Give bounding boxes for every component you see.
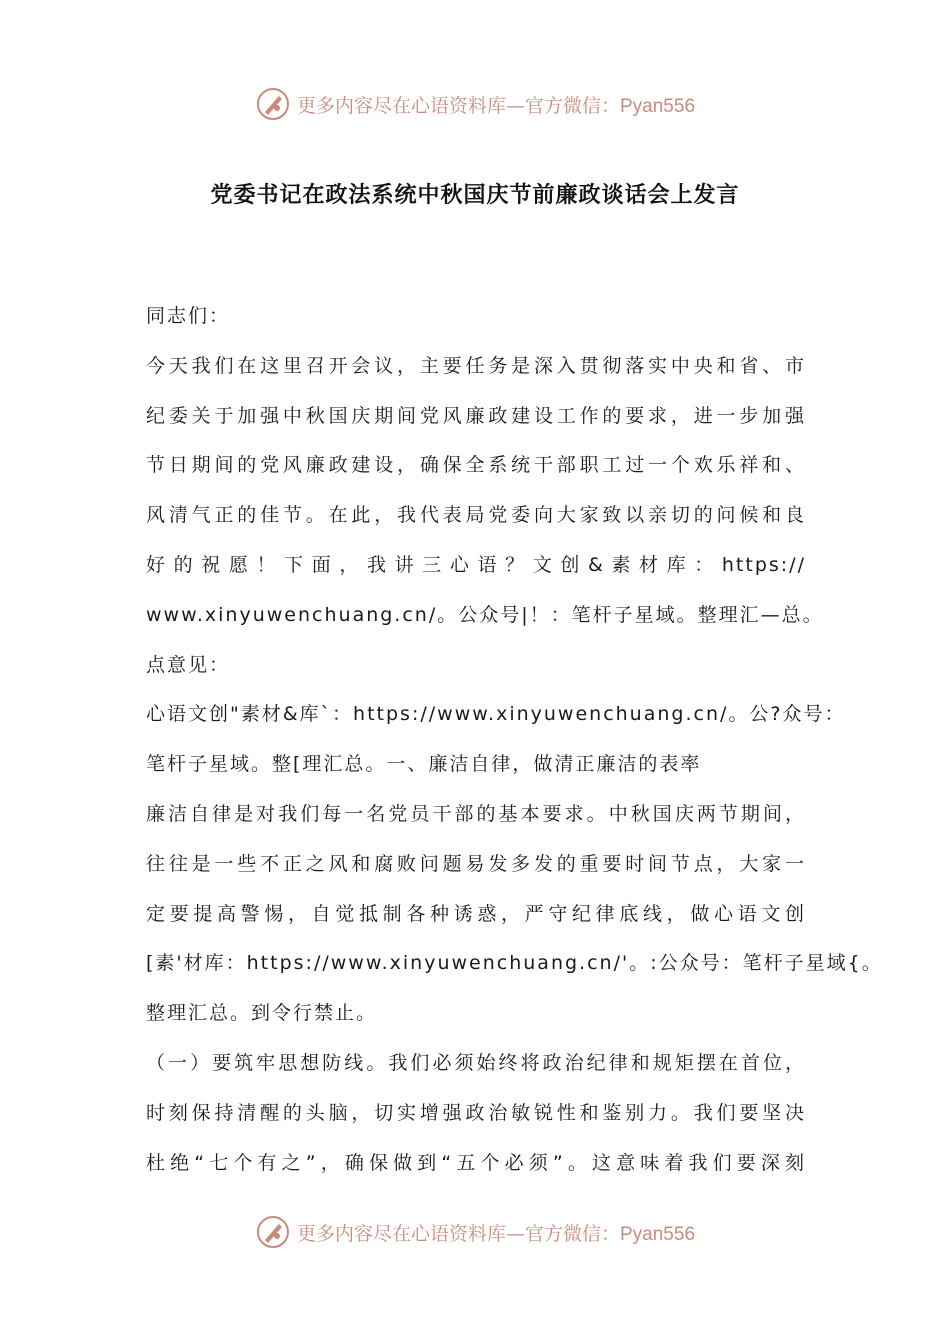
body-line: 笔杆子星域。整[理汇总。一、廉洁自律，做清正廉洁的表率 [146,753,702,776]
body-line: 纪委关于加强中秋国庆期间党风廉政建设工作的要求，进一步加强 [146,404,806,427]
body-line: 好的祝愿！下面，我讲三心语？文创&素材库：https:// [146,553,806,576]
body-line: 杜绝“七个有之”，确保做到“五个必须”。这意味着我们要深刻 [146,1151,806,1174]
banner-wechat: 官方微信：Pyan556 [525,95,696,117]
body-line: 定要提高警惕，自觉抵制各种诱惑，严守纪律底线，做心语文创 [146,902,806,925]
footer-banner [0,1212,950,1252]
body-line: 心语文创"素材&库`：https://www.xinyuwenchuang.cn/。公?众号： [146,703,846,726]
banner-text: 更多内容尽在心语资料库— [296,94,525,117]
document-body [146,292,883,1188]
body-line: （一）要筑牢思想防线。我们必须始终将政治纪律和规矩摆在首位， [146,1051,806,1074]
banner-text: 更多内容尽在心语资料库— [296,1222,525,1245]
body-line: 同志们： [146,305,231,327]
body-line: 廉洁自律是对我们每一名党员干部的基本要求。中秋国庆两节期间， [146,802,806,825]
pen-logo-icon [255,86,291,122]
pen-logo-icon [255,1214,291,1250]
header-banner [0,84,950,124]
body-line: [素'材库：https://www.xinyuwenchuang.cn/'。:公众号：笔杆子星域{。 [146,952,883,975]
body-line: 今天我们在这里召开会议，主要任务是深入贯彻落实中央和省、市 [146,354,806,377]
document-title: 党委书记在政法系统中秋国庆节前廉政谈话会上发言 [210,182,740,208]
body-line: 时刻保持清醒的头脑，切实增强政治敏锐性和鉴别力。我们要坚决 [146,1101,806,1124]
body-line: 往往是一些不正之风和腐败问题易发多发的重要时间节点，大家一 [146,852,806,875]
body-line: www.xinyuwenchuang.cn/。公众号|！：笔杆子星域。整理汇—总。 [146,603,824,626]
banner-wechat: 官方微信：Pyan556 [525,1223,696,1245]
body-line: 风清气正的佳节。在此，我代表局党委向大家致以亲切的问候和良 [146,504,806,527]
body-line: 节日期间的党风廉政建设，确保全系统干部职工过一个欢乐祥和、 [146,454,806,477]
body-line: 整理汇总。到令行禁止。 [146,1002,378,1025]
body-line: 点意见： [146,653,231,676]
